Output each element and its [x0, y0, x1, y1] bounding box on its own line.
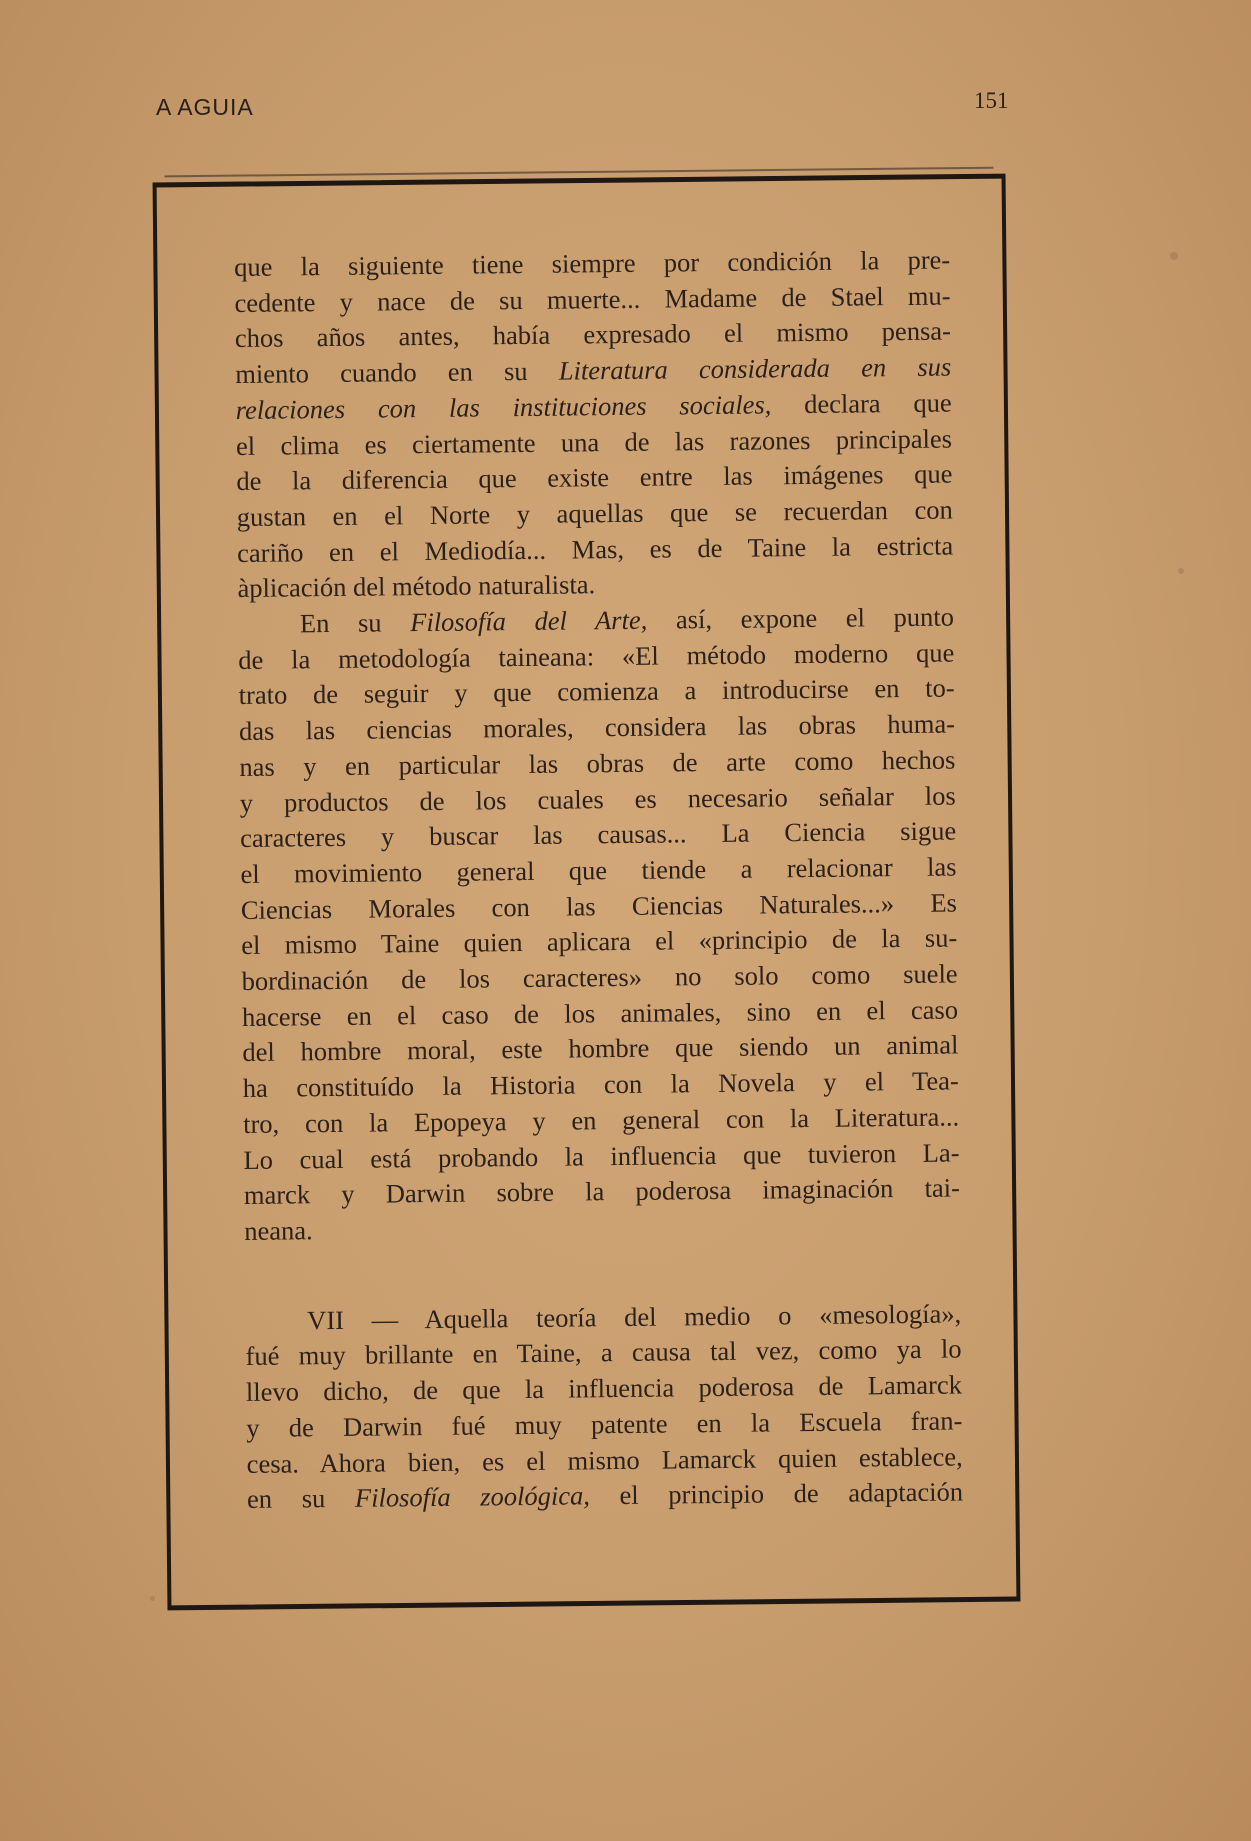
- text-line: caracteres y buscar las causas... La Ciencia sigue: [240, 815, 957, 854]
- text-line: Lo cual está probando la influencia que tuvieron La-: [243, 1137, 960, 1175]
- text-run: así, expone el punto: [647, 601, 955, 635]
- text-line: el clima es ciertamente una de las razones principales: [235, 423, 953, 461]
- text-run: En su: [299, 607, 411, 639]
- text-line: das las ciencias morales, considera las obras huma-: [238, 708, 956, 747]
- text-line: el movimiento general que tiende a relacionar las: [240, 851, 957, 889]
- text-line: nas y en particular las obras de arte como hechos: [239, 744, 956, 782]
- running-head: A AGUIA: [156, 94, 254, 120]
- text-line: Ciencias Morales con las Ciencias Naturales...» Es: [240, 887, 958, 925]
- text-line: bordinación de los caracteres» no solo como suele: [241, 958, 958, 997]
- text-line: fué muy brillante en Taine, a causa tal vez, como ya lo: [245, 1333, 962, 1372]
- text-line: el mismo Taine quien aplicara el «principio de la su-: [241, 922, 958, 961]
- paper-stain: [1170, 252, 1178, 260]
- text-line: hacerse en el caso de los animales, sino en el caso: [241, 994, 959, 1032]
- text-line: àplicación del método naturalista.: [237, 569, 596, 604]
- page-number: 151: [974, 88, 1009, 113]
- text-run: declara que: [771, 387, 952, 420]
- text-line: y productos de los cuales es necesario señalar los: [239, 780, 956, 818]
- text-line: [247, 1475, 963, 1518]
- text-run: el principio de adaptación: [589, 1476, 964, 1511]
- paragraph-continued: [234, 243, 954, 608]
- italic-title: relaciones con las instituciones sociales,: [235, 389, 772, 425]
- text-line: VII — Aquella teoría del medio o «mesología»,: [307, 1298, 962, 1335]
- text-line: que la siguiente tiene siempre por condición la pre-: [234, 244, 951, 282]
- text-line: llevo dicho, de que la influencia poderosa de Lamarck: [245, 1369, 963, 1408]
- text-line: cedente y nace de su muerte... Madame de Stael mu-: [234, 280, 951, 318]
- paper-stain: [150, 1596, 155, 1601]
- text-line: cesa. Ahora bien, es el mismo Lamarck quien establece,: [246, 1440, 963, 1479]
- body-text: [234, 243, 963, 1518]
- text-line: tro, con la Epopeya y en general con la Literatura...: [242, 1101, 960, 1139]
- text-line: trato de seguir y que comienza a introducirse en to-: [238, 672, 955, 711]
- text-run: miento cuando en su: [235, 355, 559, 390]
- text-line: y de Darwin fué muy patente en la Escuela fran-: [246, 1405, 963, 1443]
- text-line: chos años antes, había expresado el mismo pensa-: [234, 315, 952, 354]
- text-line: cariño en el Mediodía... Mas, es de Taine la estricta: [237, 530, 954, 568]
- text-line: del hombre moral, este hombre que siendo un animal: [242, 1029, 959, 1068]
- text-run: en su: [246, 1483, 356, 1515]
- italic-title: Literatura considerada en sus: [558, 351, 952, 386]
- paragraph-filosofia-del-arte: [238, 600, 961, 1250]
- paragraph-section-vii: [245, 1296, 963, 1518]
- text-line: marck y Darwin sobre la poderosa imaginación tai-: [243, 1172, 961, 1211]
- text-line: de la diferencia que existe entre las imágenes que: [236, 458, 953, 497]
- italic-title: Filosofía zoológica,: [354, 1480, 591, 1514]
- italic-title: Filosofía del Arte,: [410, 604, 648, 638]
- text-line: ha constituído la Historia con la Novela y el Tea-: [242, 1065, 959, 1104]
- text-line: de la metodología taineana: «El método moderno que: [238, 637, 955, 675]
- text-line: neana.: [244, 1215, 313, 1246]
- paper-stain: [1178, 568, 1184, 574]
- text-line: gustan en el Norte y aquellas que se recuerdan con: [236, 494, 953, 532]
